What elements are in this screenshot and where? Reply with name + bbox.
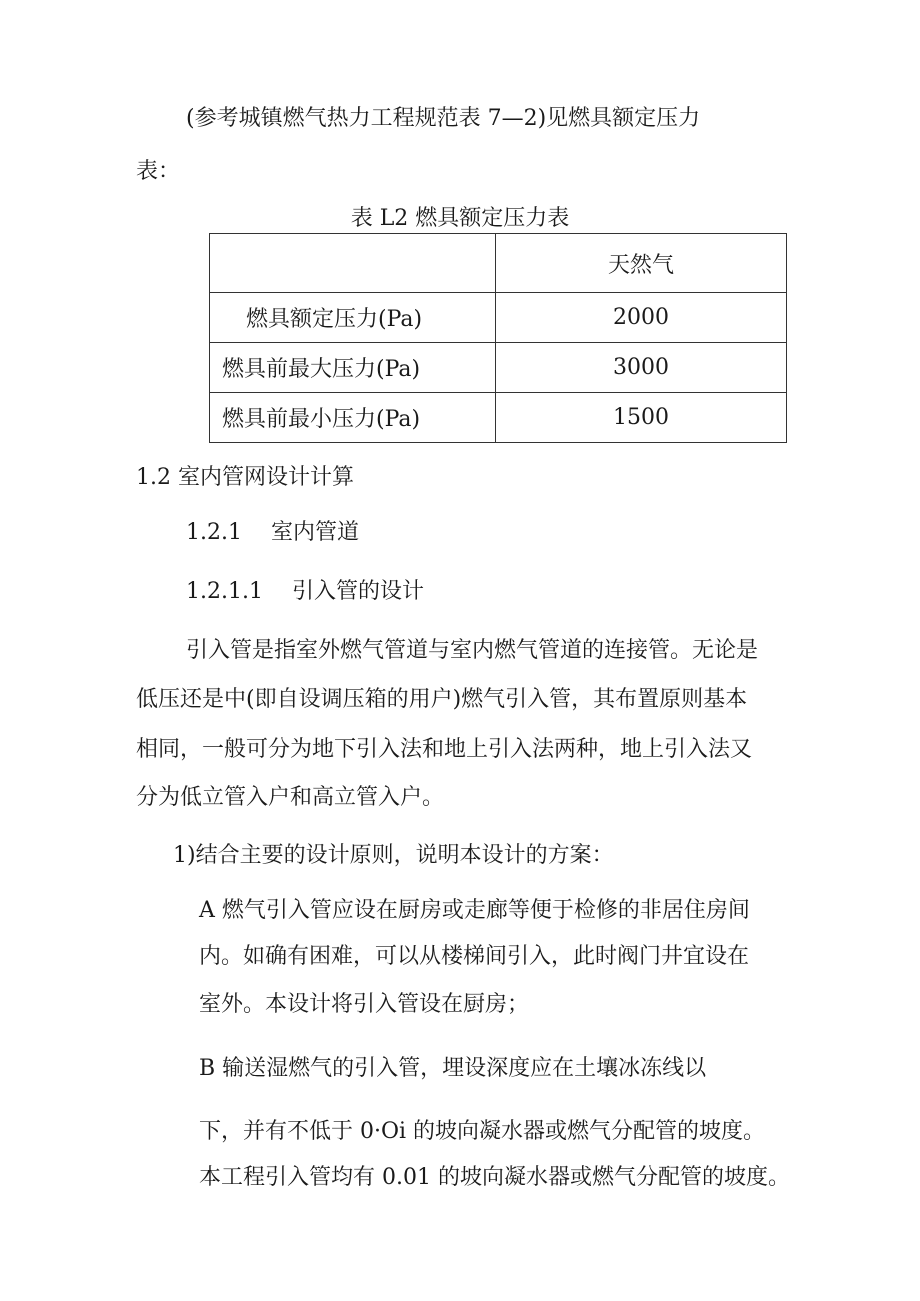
table-header-cell: 天然气	[496, 234, 787, 293]
paragraph-line: 分为低立管入户和高立管入户。	[136, 785, 445, 810]
table-cell-value: 3000	[496, 343, 787, 393]
list-subitem-line: 下，并有不低于 0·Oi 的坡向凝水器或燃气分配管的坡度。	[199, 1119, 766, 1144]
paragraph-line: 引入管是指室外燃气管道与室内燃气管道的连接管。无论是	[186, 638, 759, 663]
table-row	[210, 393, 787, 443]
subsection-heading: 1.2.1 室内管道	[186, 520, 359, 545]
table-header-cell	[210, 234, 496, 293]
table-row	[210, 293, 787, 343]
table-cell-label: 燃具额定压力(Pa)	[210, 293, 496, 343]
table-caption: 表 L2 燃具额定压力表	[350, 206, 570, 231]
list-subitem-line: 室外。本设计将引入管设在厨房；	[199, 992, 530, 1017]
table-cell-label: 燃具前最大压力(Pa)	[210, 343, 496, 393]
table-cell-label: 燃具前最小压力(Pa)	[210, 393, 496, 443]
list-subitem-line: A 燃气引入管应设在厨房或走廊等便于检修的非居住房间	[199, 898, 750, 923]
paragraph-line: 低压还是中(即自设调压箱的用户)燃气引入管，其布置原则基本	[136, 687, 748, 712]
intro-line: 表：	[136, 159, 181, 184]
list-subitem-line: 内。如确有困难，可以从楼梯间引入，此时阀门井宜设在	[199, 944, 750, 969]
list-subitem-line: B 输送湿燃气的引入管，埋设深度应在土壤冰冻线以	[199, 1056, 707, 1081]
pressure-table	[209, 233, 787, 443]
table-cell-value: 1500	[496, 393, 787, 443]
table-header-row	[210, 234, 787, 293]
section-heading: 1.2 室内管网设计计算	[136, 465, 354, 490]
list-item: 1)结合主要的设计原则，说明本设计的方案：	[173, 843, 614, 868]
intro-line: (参考城镇燃气热力工程规范表 7—2)见燃具额定压力	[186, 106, 701, 131]
table-cell-value: 2000	[496, 293, 787, 343]
list-subitem-line: 本工程引入管均有 0.01 的坡向凝水器或燃气分配管的坡度。	[199, 1165, 790, 1190]
table-row	[210, 343, 787, 393]
subsubsection-heading: 1.2.1.1 引入管的设计	[186, 579, 424, 604]
paragraph-line: 相同，一般可分为地下引入法和地上引入法两种，地上引入法又	[136, 737, 753, 762]
